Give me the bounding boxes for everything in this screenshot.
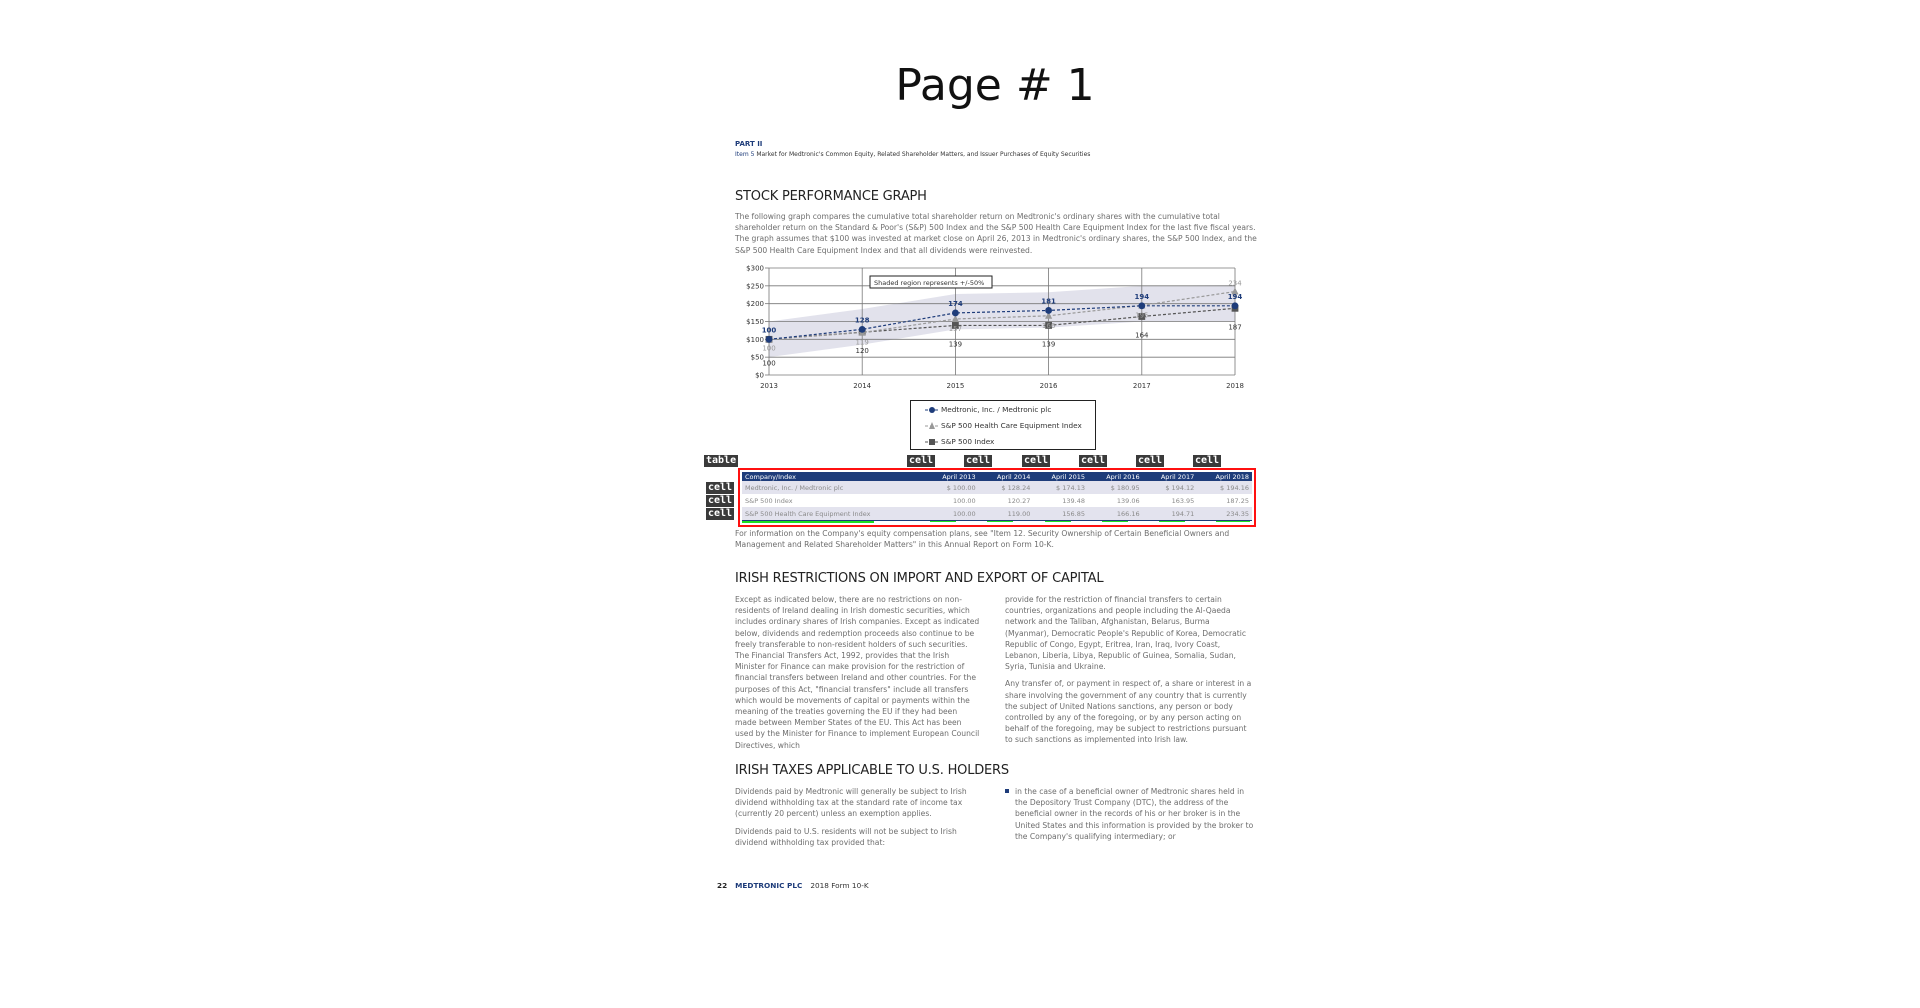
y-tick-label: $250 — [746, 282, 764, 291]
table-cell: $ 100.00 — [924, 481, 979, 494]
cell-tag: cell — [1024, 455, 1049, 466]
column-header: April 2016 — [1088, 472, 1143, 481]
table-header-row — [742, 472, 1252, 481]
page-footer — [717, 881, 869, 890]
table-cell: 100.00 — [924, 507, 979, 521]
y-tick-label: $150 — [746, 318, 764, 326]
data-point — [1232, 302, 1239, 309]
table-cell: S&P 500 Health Care Equipment Index — [742, 507, 924, 521]
bullet-square-icon — [1005, 789, 1009, 793]
legend-label: S&P 500 Health Care Equipment Index — [941, 421, 1082, 430]
legend-item-sp500 — [925, 437, 994, 446]
square-marker-icon — [925, 438, 939, 446]
table-cell: 119.00 — [979, 507, 1034, 521]
cell-tag: cell — [909, 455, 934, 466]
item-heading — [735, 151, 1090, 158]
x-tick-label: 2015 — [946, 382, 965, 390]
data-label: 181 — [1041, 297, 1056, 306]
x-tick-label: 2018 — [1226, 382, 1244, 390]
page-title: Page # 1 — [895, 60, 1095, 111]
table-cell: $ 194.12 — [1143, 481, 1198, 494]
column-header: April 2014 — [979, 472, 1034, 481]
x-tick-label: 2016 — [1039, 382, 1058, 390]
taxes-col-left — [735, 786, 980, 848]
data-label: 100 — [762, 359, 776, 368]
legend-item-hc — [925, 421, 1082, 430]
data-point — [952, 310, 959, 317]
table-cell: 139.06 — [1116, 496, 1140, 505]
table-row — [742, 481, 1252, 494]
column-header: Company/Index — [742, 472, 924, 481]
legend-label: S&P 500 Index — [941, 437, 995, 446]
table-cell: 120.27 — [1007, 496, 1031, 505]
part-label: PART II — [735, 140, 763, 148]
irish-taxes-heading: IRISH TAXES APPLICABLE TO U.S. HOLDERS — [735, 763, 1009, 778]
table-cell: 163.95 — [1171, 496, 1195, 505]
table-tag: table — [706, 455, 737, 466]
data-point — [1138, 302, 1145, 309]
x-tick-label: 2017 — [1132, 382, 1151, 390]
x-tick-label: 2013 — [760, 382, 778, 390]
cell-tag: cell — [1195, 455, 1220, 466]
x-tick-label: 2014 — [853, 382, 872, 390]
cell-tag: cell — [708, 508, 733, 519]
stock-heading: STOCK PERFORMANCE GRAPH — [735, 189, 927, 204]
column-header: April 2018 — [1197, 472, 1252, 481]
table-cell: $ 194.16 — [1197, 481, 1252, 494]
item-prefix: Item 5 — [735, 151, 755, 158]
circle-marker-icon — [925, 406, 939, 414]
table-cell: 166.16 — [1088, 507, 1143, 521]
data-label: 187 — [1228, 323, 1242, 332]
data-label: 194 — [1227, 292, 1243, 301]
data-label: 100 — [762, 344, 776, 353]
paragraph: Any transfer of, or payment in respect of, a share or interest in a share involving the government of any country that is currently the subject of United Nations sanctions, any person or body controlled by any of the foregoing, or by any person acting on behalf of the foregoing, may be subject to restrictions pursuant to such sanctions as implemented into Irish law. — [1005, 679, 1252, 745]
y-tick-label: $100 — [746, 335, 764, 344]
cell-tag: cell — [1081, 455, 1106, 466]
cell-tag: cell — [966, 455, 991, 466]
data-label: 166 — [1041, 321, 1056, 330]
annotation-text: Shaded region represents +/-50% — [874, 279, 985, 287]
taxes-col-right — [1005, 786, 1255, 842]
data-label: 234 — [1228, 279, 1242, 288]
data-label: 120 — [855, 347, 869, 356]
cell-tag: cell — [708, 495, 733, 506]
table-cell: 156.85 — [1033, 507, 1088, 521]
table-cell: 139.48 — [1062, 496, 1085, 505]
paragraph: Except as indicated below, there are no restrictions on non-residents of Ireland dealing in Irish domestic securities, which includes ordinary shares of Irish companies. Except as indicated below, dividends and redemption proceeds also continue to be freely transferable to non-resident holders of such securities. The Financial Transfers Act, 1992, provides that the Irish Minister for Finance can make provision for the restriction of financial transfers between Ireland and other countries. For the purposes of this Act, "financial transfers" include all transfers which would be movements of capital or payments within the meaning of the treaties governing the EU if they had been made between Member States of the EU. This Act has been used by the Minister for Finance to implement European Council Directives, which — [735, 595, 980, 750]
table-cell: 234.35 — [1197, 507, 1252, 521]
y-tick-label: $50 — [750, 353, 764, 362]
table-cell: Medtronic, Inc. / Medtronic plc — [742, 481, 924, 494]
irish-col-left — [735, 594, 980, 751]
item-title: Market for Medtronic's Common Equity, Related Shareholder Matters, and Issuer Purchases of Equity Securities — [756, 151, 1091, 158]
table-cell: $ 174.13 — [1033, 481, 1088, 494]
stock-performance-table — [742, 472, 1252, 521]
column-header: April 2013 — [924, 472, 979, 481]
data-label: 174 — [948, 299, 963, 308]
table-cell: 100.00 — [952, 496, 976, 505]
form-name: 2018 Form 10-K — [810, 881, 869, 890]
table-row — [742, 507, 1252, 521]
triangle-marker-icon — [925, 422, 939, 430]
table-cell: 194.71 — [1143, 507, 1198, 521]
cell-tag: cell — [1138, 455, 1163, 466]
stock-footnote: For information on the Company's equity compensation plans, see "Item 12. Security Ownership of Certain Beneficial Owners and Management and Related Shareholder Matters" in this Annual Report on Form 10-K. — [735, 529, 1230, 550]
paragraph: provide for the restriction of financial transfers to certain countries, organizations and people including the Al-Qaeda network and the Taliban, Afghanistan, Belarus, Burma (Myanmar), Democratic People's Republic of Korea, Democratic Republic of Congo, Egypt, Eritrea, Iran, Iraq, Ivory Coast, Lebanon, Liberia, Libya, Republic of Guinea, Somalia, Sudan, Syria, Tunisia and Ukraine. — [1005, 595, 1247, 672]
data-label: 164 — [1135, 331, 1149, 340]
column-header: April 2015 — [1033, 472, 1088, 481]
y-tick-label: $0 — [755, 371, 764, 380]
irish-restrictions-heading: IRISH RESTRICTIONS ON IMPORT AND EXPORT OF CAPITAL — [735, 571, 1104, 586]
data-label: 195 — [1135, 311, 1149, 320]
table-cell: $ 128.24 — [979, 481, 1034, 494]
table-cell: S&P 500 Index — [745, 496, 793, 505]
table-cell: 187.25 — [1226, 496, 1249, 505]
data-label: 119 — [855, 338, 869, 347]
data-label: 194 — [1134, 292, 1150, 301]
paragraph: Dividends paid by Medtronic will generally be subject to Irish dividend withholding tax at the standard rate of income tax (currently 20 percent) unless an exemption applies. — [735, 787, 967, 819]
page-number: 22 — [717, 881, 728, 890]
stock-performance-chart — [730, 260, 1260, 400]
legend-label: Medtronic, Inc. / Medtronic plc — [941, 405, 1052, 414]
cell-tag: cell — [708, 482, 733, 493]
data-point — [766, 336, 773, 343]
legend-item-medtronic — [925, 405, 1051, 414]
data-label: 128 — [854, 316, 870, 325]
bullet-item — [1005, 786, 1255, 842]
table-cell: $ 180.95 — [1088, 481, 1143, 494]
y-tick-label: $200 — [746, 300, 764, 309]
data-label: 139 — [948, 340, 963, 349]
y-tick-label: $300 — [746, 264, 764, 273]
chart-legend — [910, 400, 1096, 450]
data-point — [859, 326, 866, 333]
irish-col-right — [1005, 594, 1255, 746]
table-row — [742, 494, 1252, 507]
data-label: 157 — [948, 325, 963, 334]
column-header: April 2017 — [1143, 472, 1198, 481]
data-label: 100 — [761, 326, 777, 335]
paragraph: Dividends paid to U.S. residents will not be subject to Irish dividend withholding tax provided that: — [735, 826, 957, 847]
company-name: MEDTRONIC PLC — [735, 881, 803, 890]
data-label: 139 — [1041, 340, 1056, 349]
data-point — [1045, 307, 1052, 314]
bullet-text: in the case of a beneficial owner of Medtronic shares held in the Depository Trust Company (DTC), the address of the beneficial owner in the records of his or her broker is in the United States and this information is provided by the broker to the Company's qualifying intermediary; or — [1015, 787, 1254, 841]
stock-intro: The following graph compares the cumulative total shareholder return on Medtronic's ordinary shares with the cumulative total shareholder return on the Standard & Poor's (S&P) 500 Index and the S&P 500 Health Care Equipment Index for the last five fiscal years. The graph assumes that $100 was invested at market close on April 26, 2013 in Medtronic's ordinary shares, the S&P 500 Index, and the S&P 500 Health Care Equipment Index and that all dividends were reinvested. — [735, 212, 1257, 255]
